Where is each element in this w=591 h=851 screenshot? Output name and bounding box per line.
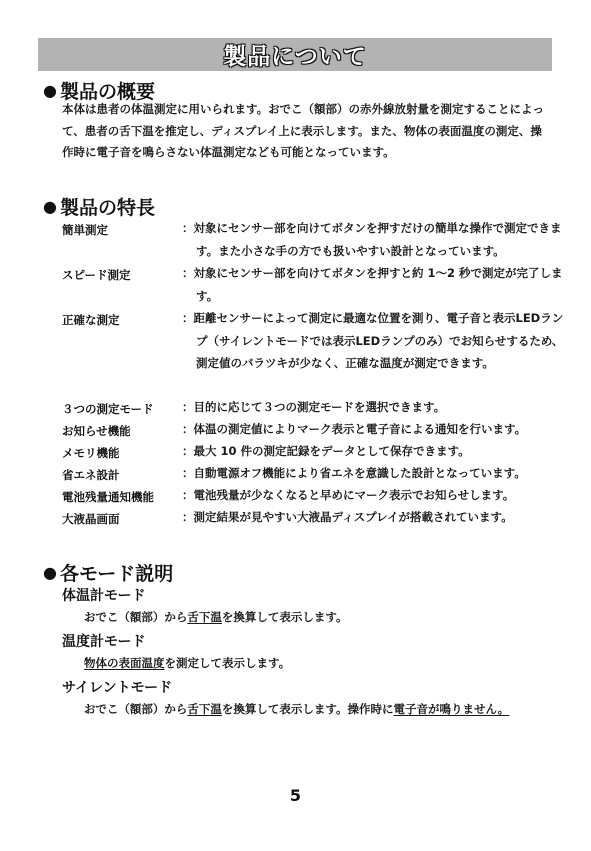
feature-desc: ：距離センサーによって測定に最適な位置を測り、電子音と表示LEDランプ（サイレントモードでは表示LEDランプのみ）でお知らせするため、測定値のバラツキが少なく、正確な温度が測定できます。: [182, 311, 564, 370]
feature-label: 簡単測定: [62, 223, 108, 237]
mode-desc: [84, 609, 347, 625]
features-heading-text: 製品の特長: [59, 197, 155, 219]
mode-name: 体温計モード: [62, 588, 146, 604]
page-title: 製品について: [223, 44, 367, 70]
overview-text: 本体は患者の体温測定に用いられます。おでこ（額部）の赤外線放射量を測定することによって、患者の舌下温を推定し、ディスプレイ上に表示します。また、物体の表面温度の測定、操作時に電子音を鳴らさない体温測定なども可能となっています。: [62, 102, 544, 159]
bullet-icon: ●: [43, 81, 57, 100]
mode-desc: [84, 701, 509, 717]
feature-desc: ：目的に応じて３つの測定モードを選択できます。: [182, 400, 446, 414]
mode-desc-emphasis: 舌下温: [187, 702, 222, 716]
feature-label: 電池残量通知機能: [62, 490, 154, 504]
feature-label: ３つの測定モード: [62, 402, 154, 416]
mode-desc: [84, 655, 290, 671]
feature-desc: ：測定結果が見やすい大液晶ディスプレイが搭載されています。: [182, 510, 513, 524]
feature-label: スピード測定: [62, 268, 131, 282]
mode-desc-emphasis: 物体の表面温度: [84, 656, 165, 670]
mode-desc-text: おでこ（額部）から: [84, 610, 188, 624]
mode-desc-text: を換算して表示します。: [221, 610, 348, 624]
mode-desc-text: を測定して表示します。: [164, 656, 291, 670]
feature-desc: ：自動電源オフ機能により省エネを意識した設計となっています。: [182, 466, 526, 480]
feature-desc: ：対象にセンサー部を向けてボタンを押すと約 1～2 秒で測定が完了します。: [182, 266, 563, 303]
feature-label: メモリ機能: [62, 446, 120, 460]
section-features-heading: [43, 193, 155, 220]
feature-label: 大液晶画面: [62, 512, 120, 526]
overview-heading-text: 製品の概要: [59, 81, 155, 103]
feature-label: お知らせ機能: [62, 424, 131, 438]
feature-label: 省エネ設計: [62, 468, 120, 482]
title-bar: [38, 38, 552, 71]
modes-heading-text: 各モード説明: [59, 563, 174, 585]
feature-label: 正確な測定: [62, 313, 120, 327]
mode-desc-emphasis: 舌下温: [187, 610, 222, 624]
section-modes-heading: [43, 559, 173, 586]
mode-name: サイレントモード: [62, 680, 173, 696]
mode-desc-text: を換算して表示します。操作時に: [221, 702, 394, 716]
feature-desc: ：最大 10 件の測定記録をデータとして保存できます。: [182, 444, 470, 458]
mode-desc-emphasis: 電子音が鳴りません。: [393, 702, 510, 716]
bullet-icon: ●: [43, 197, 57, 216]
feature-desc: ：対象にセンサー部を向けてボタンを押すだけの簡単な操作で測定できます。また小さな手の方でも扱いやすい設計となっています。: [182, 221, 562, 258]
mode-desc-text: おでこ（額部）から: [84, 702, 188, 716]
feature-desc: ：体温の測定値によりマーク表示と電子音による通知を行います。: [182, 422, 527, 436]
bullet-icon: ●: [43, 563, 57, 582]
feature-desc: ：電池残量が少なくなると早めにマーク表示でお知らせします。: [182, 488, 515, 502]
mode-name: 温度計モード: [62, 634, 146, 650]
page-number: 5: [289, 786, 302, 805]
